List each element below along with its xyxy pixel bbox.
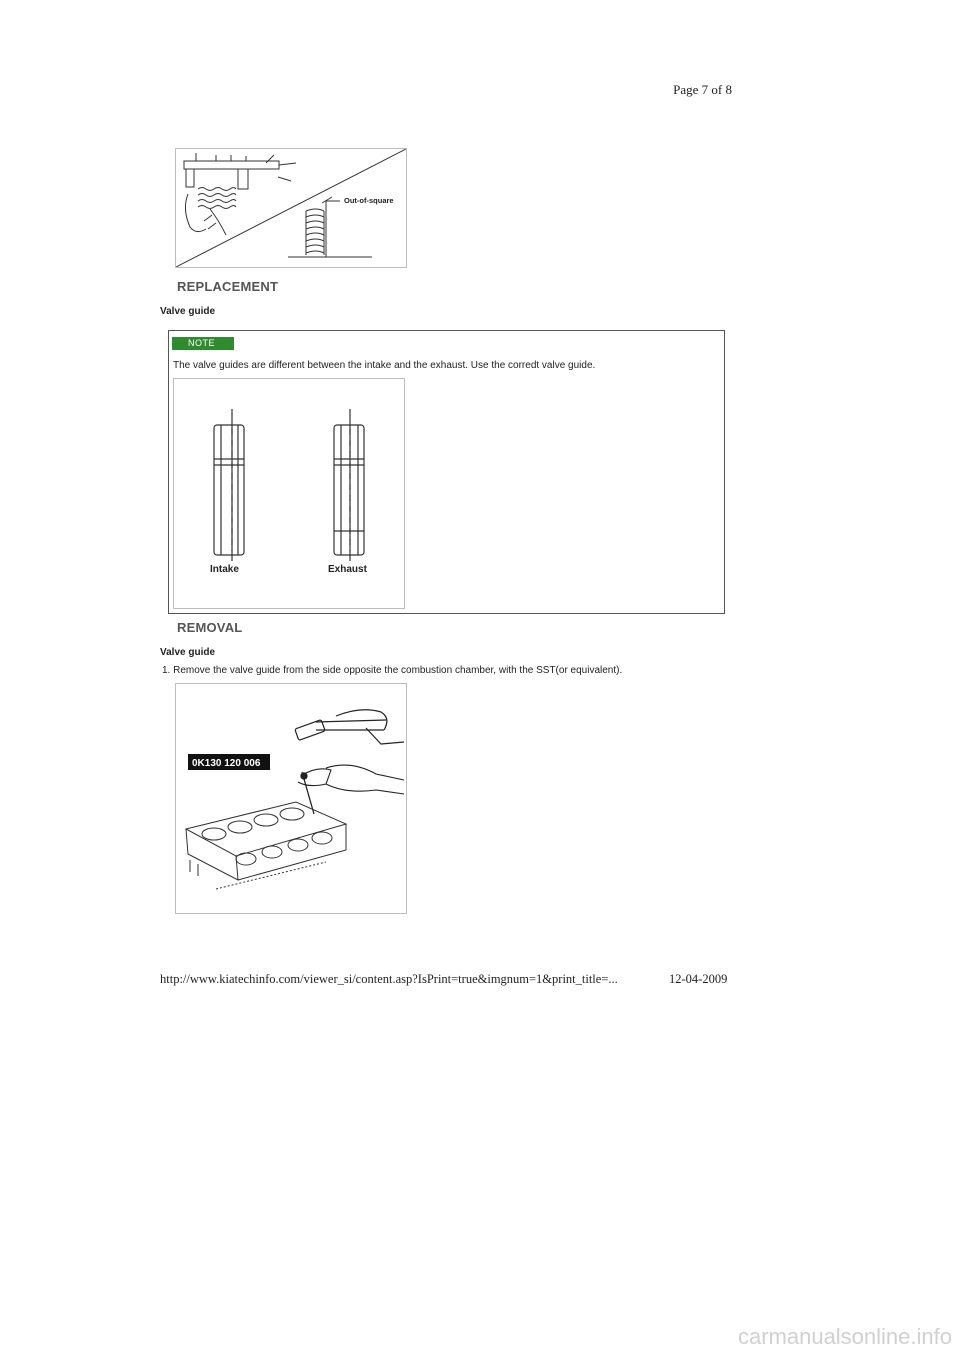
step-number: 1. [162, 665, 171, 676]
cylinder-head-icon [186, 802, 346, 889]
footer-date: 12-04-2009 [669, 972, 728, 986]
valve-guide-removal-figure [175, 683, 407, 914]
sst-label: 0K130 120 006 [192, 758, 261, 769]
removal-step-1 [162, 665, 622, 676]
valve-guide-figure [173, 378, 405, 609]
caliper-icon [184, 153, 296, 235]
replacement-heading: REPLACEMENT [177, 279, 279, 294]
hammer-icon [295, 710, 404, 744]
step-text: Remove the valve guide from the side opposite the combustion chamber, with the SST(or equivalent). [173, 665, 623, 676]
exhaust-valve-guide-icon [334, 409, 364, 561]
removal-heading: REMOVAL [177, 620, 243, 635]
intake-label: Intake [210, 564, 239, 575]
intake-valve-guide-icon [214, 409, 244, 561]
footer-url: http://www.kiatechinfo.com/viewer_si/content.asp?IsPrint=true&imgnum=1&print_title=... [160, 972, 618, 986]
drift-tool-icon [301, 772, 314, 814]
valve-spring-figure [175, 148, 407, 268]
page-indicator: Page 7 of 8 [673, 82, 732, 97]
spring-icon [288, 197, 372, 257]
out-of-square-label: Out-of-square [344, 196, 394, 205]
exhaust-label: Exhaust [328, 564, 367, 575]
replacement-subheading: Valve guide [160, 306, 216, 317]
removal-subheading: Valve guide [160, 647, 216, 658]
hand-icon [298, 765, 404, 794]
note-text: The valve guides are different between the intake and the exhaust. Use the corredt valve guide. [173, 360, 596, 371]
watermark: carmanualsonline.info [737, 1324, 952, 1349]
note-badge: NOTE [172, 337, 234, 350]
